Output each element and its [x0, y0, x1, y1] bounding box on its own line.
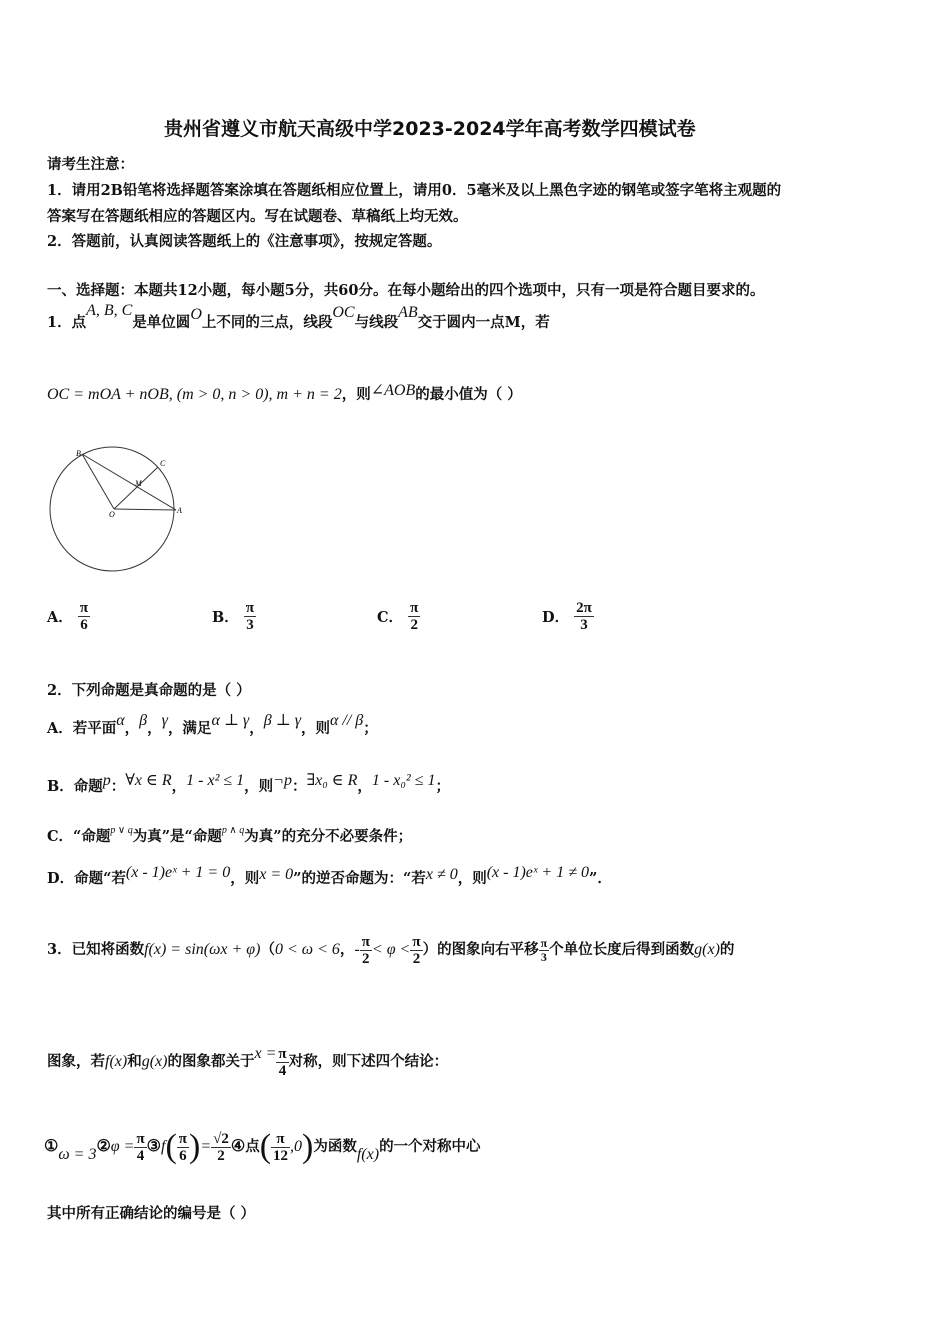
q1-ab: AB	[398, 304, 418, 321]
q3-c2-mark: ②	[96, 1138, 111, 1155]
q1-stem	[47, 302, 550, 338]
q2-a-comma-3: ，	[249, 720, 264, 737]
q2-a-label: A．若平面	[47, 720, 117, 737]
q2-c-pq2: p ∧ q	[221, 825, 245, 836]
q1-option-d[interactable]	[542, 600, 594, 633]
q3-c3-eq: =	[200, 1138, 212, 1155]
q3-gx: g(x)	[141, 1053, 168, 1070]
q3-l2a: 图象，若	[47, 1053, 105, 1070]
q3-c3-arg: $\frac{\pi}{6}$	[178, 1130, 187, 1164]
q2-b-cond-3: ∃x₀ ∈ R	[306, 772, 358, 789]
q3-fx: f(x)	[105, 1053, 128, 1070]
q2-b-comma-1: ，	[171, 778, 187, 795]
q1-text-5: ，则	[341, 386, 371, 403]
q3-c2-frac: $\frac{\pi}{4}$	[136, 1130, 145, 1164]
q2-a-satisfy: ，满足	[167, 720, 212, 737]
q3-pi-over-4: $\frac{\pi}{4}$	[278, 1045, 287, 1079]
q3-neg-pi-over-2: $\frac{\pi}{2}$	[361, 933, 370, 967]
q1-text-3: 与线段	[354, 314, 399, 331]
q2-d-text-1: ，则	[230, 870, 260, 887]
q3-c4-frac: $\frac{\pi}{12}$	[273, 1130, 289, 1164]
q2-c-label: C．“命题	[47, 828, 111, 845]
q2-c-text-2: 为真”的充分不必要条件；	[244, 828, 413, 845]
q1-option-a-value: $\frac{\pi}{6}$	[79, 600, 89, 633]
q3-c4-text: 点	[245, 1138, 260, 1155]
q1-option-c-label: C．	[377, 609, 404, 626]
label-a: A	[177, 506, 182, 515]
q3-xeq: x =	[254, 1045, 277, 1062]
q3-c1-mark: ①	[44, 1138, 59, 1155]
q2-d-label: D．命题“若	[47, 870, 126, 887]
q3-s6: 的	[719, 941, 735, 958]
page-title: 贵州省遵义市航天高级中学2023-2024学年高考数学四模试卷	[164, 118, 696, 140]
segment-ob	[82, 454, 114, 509]
q2-b-then: ，则	[244, 778, 274, 795]
q2-b-label: B．命题	[47, 778, 103, 795]
q3-line-2	[47, 1042, 448, 1082]
q1-option-a-label: A．	[47, 609, 73, 626]
q2-a-gamma: γ	[161, 712, 168, 729]
label-o: O	[109, 510, 115, 519]
q1-o: O	[190, 306, 202, 323]
q1-option-b-label: B．	[212, 609, 239, 626]
q3-c4-fx: f(x)	[356, 1146, 380, 1163]
q1-option-a[interactable]	[47, 600, 90, 633]
q3-pi-over-2: $\frac{\pi}{2}$	[412, 933, 421, 967]
q1-text-4: 交于圆内一点M，若	[417, 314, 550, 331]
q1-option-b[interactable]	[212, 600, 256, 633]
q2-a-end: ；	[363, 720, 378, 737]
q2-a-cond-2: β ⊥ γ	[263, 712, 302, 729]
q3-s4: ）的图象向右平移	[422, 941, 539, 958]
q3-f3a: -	[354, 941, 360, 958]
q2-b-not-p: ¬p	[273, 772, 292, 789]
notice-line-2: 2．答题前，认真阅读答题纸上的《注意事项》，按规定答题。	[47, 233, 442, 250]
label-m: M	[135, 479, 142, 488]
q1-option-b-value: $\frac{\pi}{3}$	[245, 600, 255, 633]
q3-pi-over-3: $\frac{\pi}{3}$	[540, 935, 548, 964]
notice-line-1b: 答案写在答题纸相应的答题区内。写在试题卷、草稿纸上均无效。	[47, 208, 468, 225]
q3-c3-value: $\frac{√2}{2}$	[213, 1130, 229, 1164]
q2-a-beta: β	[139, 712, 148, 729]
q2-option-d[interactable]	[47, 864, 612, 894]
q3-l2c: 的图象都关于	[167, 1053, 255, 1070]
q2-a-alpha: α	[116, 712, 125, 729]
q3-s5: 个单位长度后得到函数	[549, 941, 695, 958]
q3-final: 其中所有正确结论的编号是（ ）	[47, 1205, 256, 1222]
q2-option-a[interactable]	[47, 714, 378, 744]
q2-c-pq: p ∨ q	[110, 825, 133, 836]
q1-formula-line	[47, 380, 522, 410]
q2-b-colon: ：	[110, 778, 126, 795]
q1-text-2: 上不同的三点，线段	[201, 314, 333, 331]
q3-s1: 3．已知将函数	[47, 941, 145, 958]
q3-c4-text-3: 的一个对称中心	[379, 1138, 481, 1155]
q1-text-1: 是单位圆	[132, 314, 191, 331]
q2-a-cond-1: α ⊥ γ	[211, 712, 250, 729]
q2-d-f1: (x - 1)eˣ + 1 = 0	[125, 864, 231, 881]
q3-c4-mark: ④	[230, 1138, 246, 1155]
q2-d-text-3: ，则	[457, 870, 487, 887]
q3-line-1	[47, 930, 734, 970]
q1-formula: OC = mOA + nOB, (m > 0, n > 0), m + n = 2	[47, 386, 342, 403]
q3-c1: ω = 3	[58, 1146, 97, 1163]
q2-b-p: p	[102, 772, 111, 789]
unit-circle	[50, 447, 174, 571]
q2-b-cond-2: 1 - x² ≤ 1	[186, 772, 245, 789]
notice-heading: 请考生注意：	[47, 156, 134, 173]
q1-angle: ∠AOB	[370, 382, 416, 399]
q2-option-c[interactable]	[47, 822, 412, 854]
q2-d-f4: (x - 1)eˣ + 1 ≠ 0	[486, 864, 589, 881]
q2-option-b[interactable]	[47, 772, 450, 802]
q1-option-d-value: $\frac{2\pi}{3}$	[576, 600, 592, 633]
q1-figure	[46, 434, 216, 574]
label-b: B	[76, 449, 81, 458]
notice-line-1: 1．请用2B铅笔将选择题答案涂填在答题纸相应位置上，请用0．5毫米及以上黑色字迹的钢笔或签字笔将主观题的	[47, 182, 782, 199]
q2-a-then: ，则	[301, 720, 331, 737]
q3-c4-text-2: 为函数	[313, 1138, 357, 1155]
q2-d-f2: x = 0	[259, 866, 294, 883]
q3-l2b: 和	[127, 1053, 142, 1070]
q2-a-result: α // β	[330, 712, 364, 729]
q3-s3: ，	[339, 941, 355, 958]
q3-c2: φ =	[110, 1138, 135, 1155]
q3-c3-mark: ③	[146, 1138, 161, 1155]
q3-f2: 0 < ω < 6	[274, 941, 340, 958]
q3-c3-f: f	[161, 1138, 166, 1155]
q2-a-comma-1: ，	[124, 720, 140, 737]
segment-oa	[114, 509, 176, 510]
q2-b-comma-2: ，	[357, 778, 372, 795]
q3-s2: （	[260, 941, 275, 958]
segment-oc	[114, 467, 158, 509]
q1-option-c[interactable]	[377, 600, 420, 633]
q2-a-comma-2: ，	[147, 720, 162, 737]
section-heading: 一、选择题：本题共12小题，每小题5分，共60分。在每小题给出的四个选项中，只有一项是符合题目要求的。	[47, 282, 765, 299]
q2-d-text-4: ”．	[588, 870, 612, 887]
q2-d-f3: x ≠ 0	[425, 866, 458, 883]
q2-d-text-2: ”的逆否命题为：“若	[293, 870, 426, 887]
q3-conclusions: ①ω = 3②φ = $\frac{\pi}{4}$ ③f( $\frac{\pi}{6}$ )= $\frac{√2}{2}$ ④点( $\frac{\pi}{12}$ ,0)为函数f(x)的一个对称中心	[44, 1128, 481, 1165]
q2-b-colon-2: ：	[291, 778, 307, 795]
q2-c-text-1: 为真”是“命题	[132, 828, 222, 845]
q1-option-c-value: $\frac{\pi}{2}$	[410, 600, 419, 633]
q3-f1: f(x) = sin(ωx + φ)	[144, 941, 261, 958]
q2-b-end: ；	[435, 778, 450, 795]
q1-oc: OC	[332, 304, 355, 321]
q2-b-cond-1: ∀x ∈ R	[125, 772, 172, 789]
q2-stem: 2．下列命题是真命题的是（ ）	[47, 682, 251, 699]
q1-number: 1．点	[47, 314, 87, 331]
q3-g: g(x)	[694, 941, 720, 958]
label-c: C	[160, 459, 166, 468]
q3-f3b: < φ <	[371, 941, 411, 958]
q1-option-d-label: D．	[542, 609, 570, 626]
q3-c4-zero: ,0	[290, 1138, 303, 1155]
q3-l2d: 对称，则下述四个结论：	[288, 1053, 449, 1070]
q2-b-cond-4: 1 - x₀² ≤ 1	[371, 772, 436, 789]
q1-text-6: 的最小值为（ ）	[415, 386, 522, 403]
q1-points: A, B, C	[86, 302, 133, 319]
